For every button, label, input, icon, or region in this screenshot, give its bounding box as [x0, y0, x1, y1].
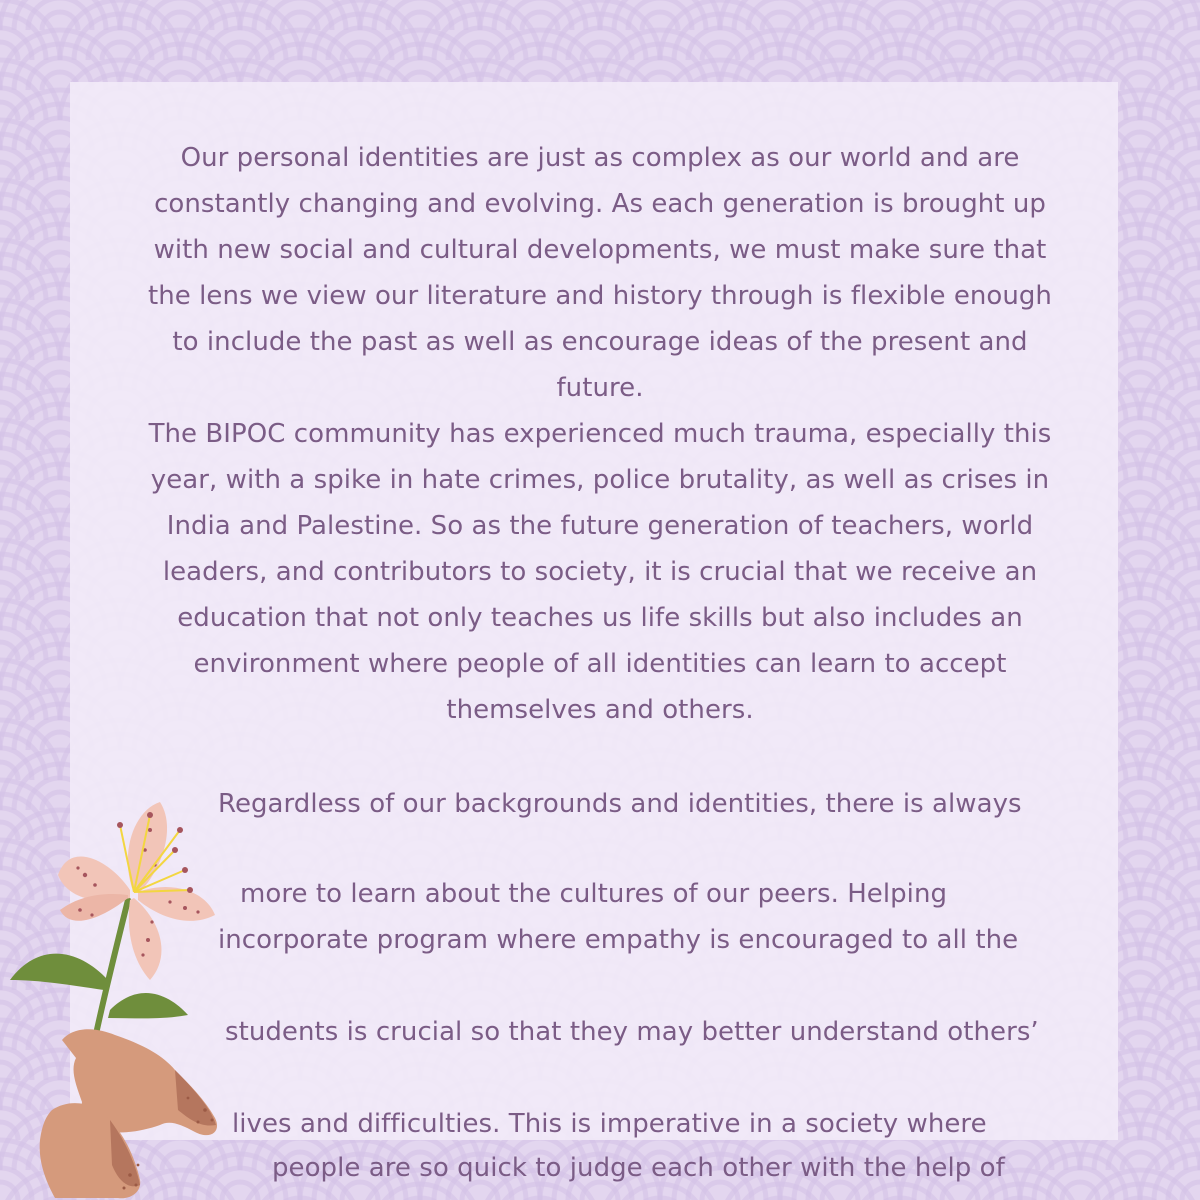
paragraph-1-line: with new social and cultural developments, we must make sure that [153, 235, 1047, 265]
paragraph-1-line: Our personal identities are just as complex as our world and are [180, 143, 1020, 173]
paragraph-3-line: incorporate program where empathy is encouraged to all the [218, 925, 1019, 955]
paragraph-2-line: education that not only teaches us life skills but also includes an [177, 603, 1023, 633]
paragraph-3-line: lives and difficulties. This is imperative in a society where [232, 1109, 987, 1139]
paragraph-1-line: to include the past as well as encourage ideas of the present and [172, 327, 1028, 357]
paragraph-2-line: year, with a spike in hate crimes, police brutality, as well as crises in [150, 465, 1050, 495]
flower-leaf-right [108, 993, 188, 1018]
paragraph-3-line: more to learn about the cultures of our peers. Helping [240, 879, 948, 909]
paragraph-2-line: leaders, and contributors to society, it is crucial that we receive an [162, 557, 1038, 587]
paragraph-2-line: environment where people of all identities can learn to accept [193, 649, 1007, 679]
lily-petal [60, 894, 128, 921]
paragraph-3-line: Regardless of our backgrounds and identities, there is always [218, 789, 1022, 819]
paragraph-2-line: India and Palestine. So as the future generation of teachers, world [166, 511, 1034, 541]
paragraph-1-line: future. [556, 373, 644, 403]
paragraph-3-line: students is crucial so that they may better understand others’ [225, 1017, 1039, 1047]
paragraph-1-line: the lens we view our literature and history through is flexible enough [148, 281, 1052, 311]
flower-leaf-left [10, 954, 108, 990]
paragraph-3-line: people are so quick to judge each other with the help of [272, 1153, 1005, 1183]
paragraph-2-line: The BIPOC community has experienced much trauma, especially this [148, 419, 1052, 449]
paragraph-2-line: themselves and others. [446, 695, 754, 725]
lily-flower-hands-icon [0, 780, 280, 1200]
paragraph-1-line: constantly changing and evolving. As each generation is brought up [154, 189, 1046, 219]
